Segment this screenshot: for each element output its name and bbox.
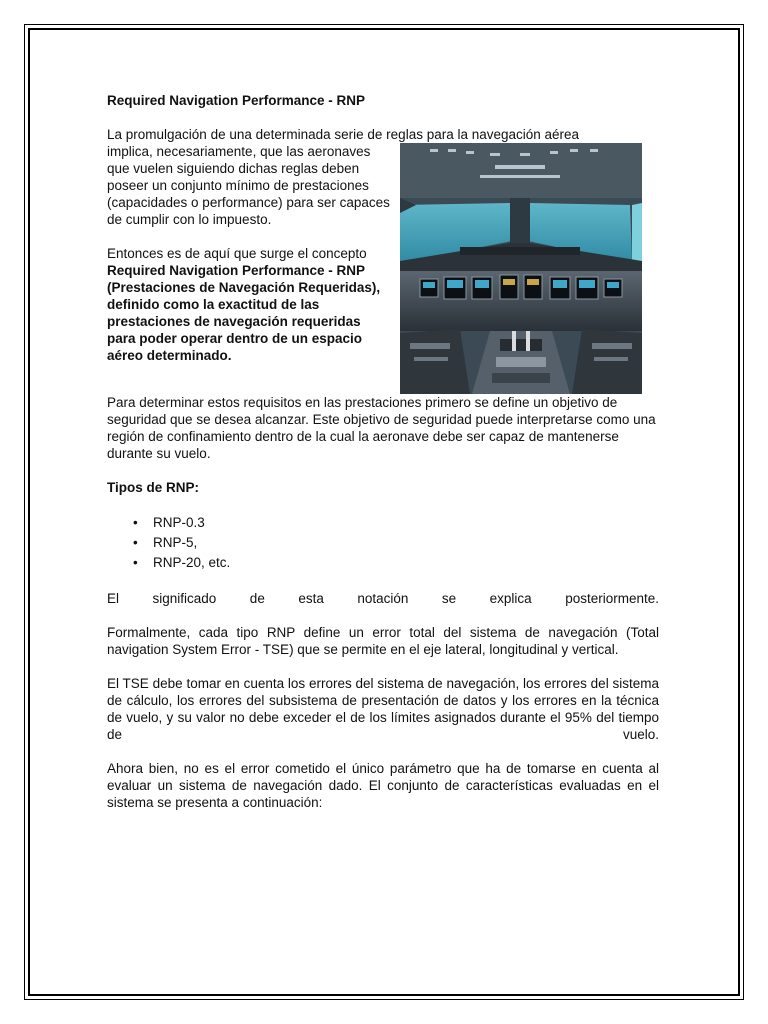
safety-paragraph: Para determinar estos requisitos en las prestaciones primero se define un objetivo de seguridad que se desea alcanzar. Este objetivo de seguridad puede interpretarse como una región de confinamiento dentro de la cual la aeronave debe ser capaz de mantenerse durante su vuelo. — [107, 395, 656, 461]
rnp-types-list — [107, 513, 659, 573]
document-body — [107, 92, 659, 828]
cockpit-illustration — [400, 143, 642, 394]
tse-errors-paragraph: El TSE debe tomar en cuenta los errores del sistema de navegación, los errores del sistema de cálculo, los errores del subsistema de presentación de datos y los errores en la técnica de vuelo, y su valor no debe exceder el de los límites asignados durante el 95% del tiempo de vuelo. — [107, 676, 659, 742]
types-heading: Tipos de RNP: — [107, 480, 200, 495]
concept-definition: Required Navigation Performance - RNP (Prestaciones de Navegación Requeridas), definido como la exactitud de las prestaciones de navegación requeridas para poder operar dentro de un espacio aéreo determinado. — [107, 263, 381, 363]
cockpit-photo — [400, 143, 642, 394]
list-item: • RNP-0.3 — [153, 513, 659, 533]
intro-line: La promulgación de una determinada serie de reglas para la navegación aérea — [107, 127, 580, 142]
intro-paragraph: implica, necesariamente, que las aeronaves que vuelen siguiendo dichas reglas deben poseer un conjunto mínimo de prestaciones (capacidades o performance) para ser capaces de cumplir con lo impuesto. — [107, 144, 390, 227]
list-item: • RNP-5, — [153, 533, 659, 553]
tse-definition-paragraph: Formalmente, cada tipo RNP define un error total del sistema de navegación (Total navigation System Error - TSE) que se permite en el eje lateral, longitudinal y vertical. — [107, 625, 659, 657]
list-item: • RNP-20, etc. — [153, 553, 659, 573]
concept-lead: Entonces es de aquí que surge el concepto — [107, 246, 367, 261]
notation-paragraph: El significado de esta notación se explica posteriormente. — [107, 591, 659, 606]
closing-paragraph: Ahora bien, no es el error cometido el único parámetro que ha de tomarse en cuenta al evaluar un sistema de navegación dado. El conjunto de características evaluadas en el sistema se presenta a continuación: — [107, 761, 659, 810]
document-title: Required Navigation Performance - RNP — [107, 93, 366, 108]
